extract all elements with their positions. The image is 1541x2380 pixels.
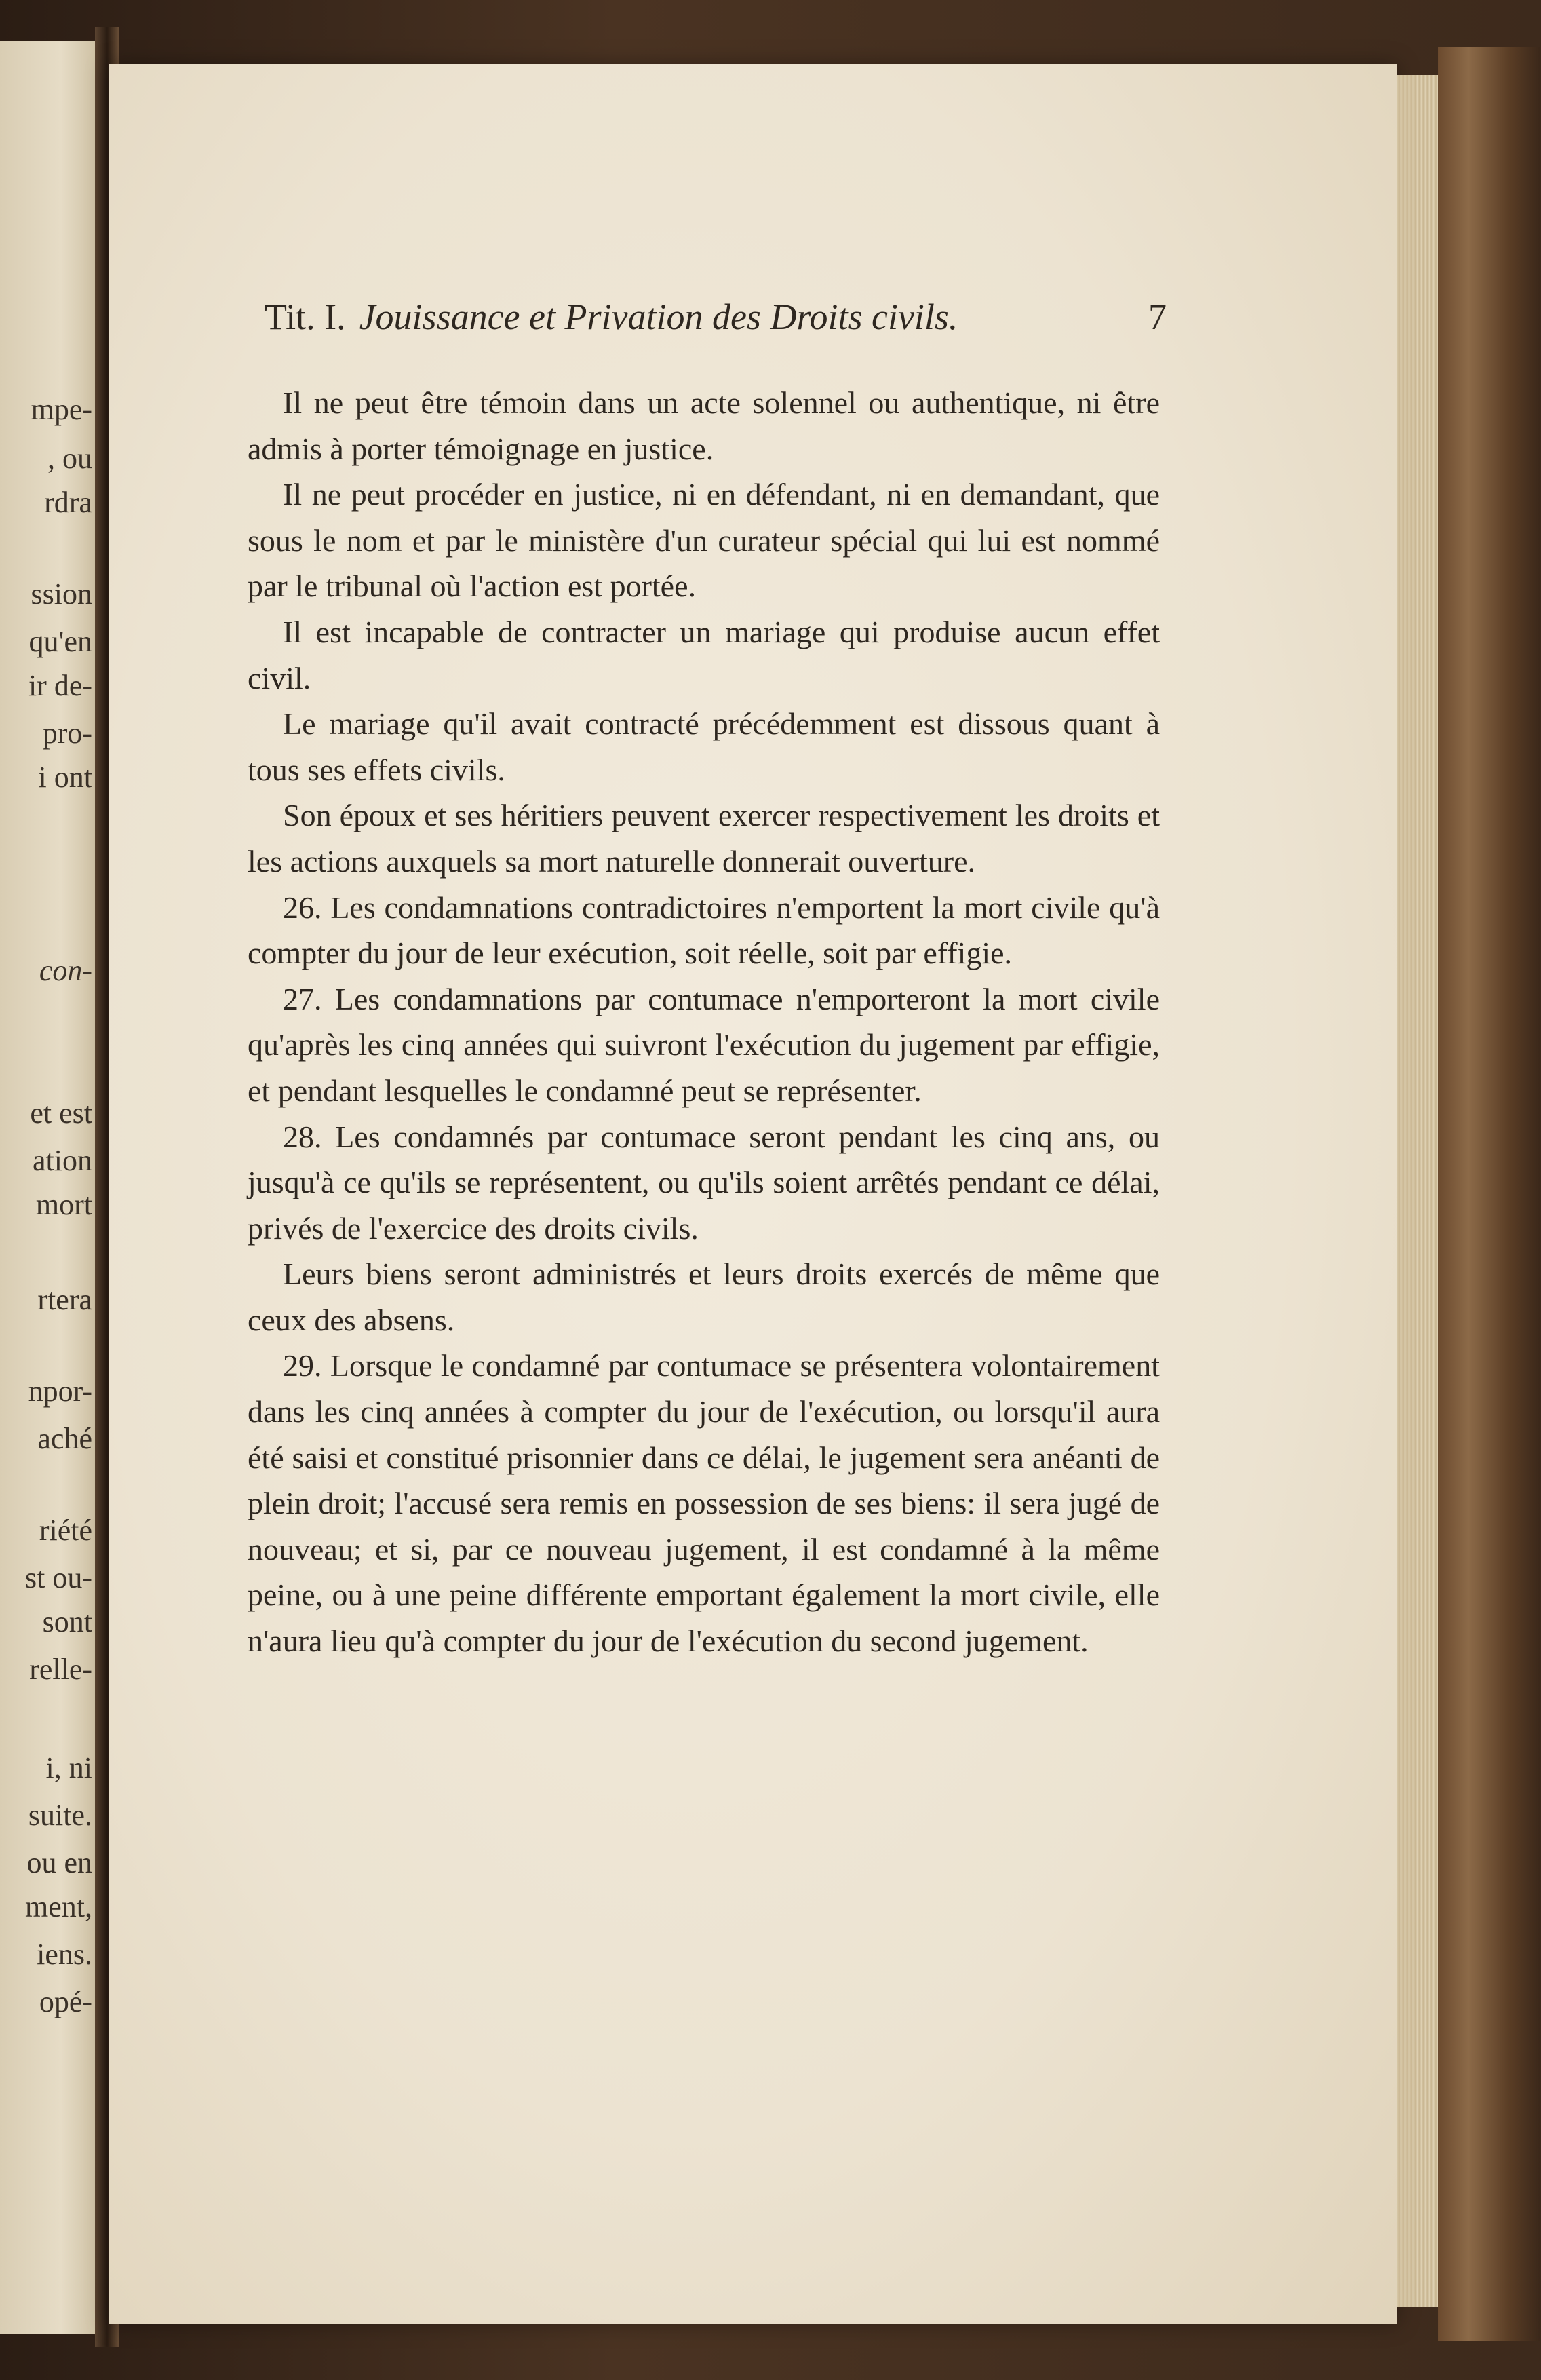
left-fragment: ir de-	[28, 669, 92, 702]
left-fragment: sont	[42, 1605, 92, 1638]
left-fragment: ou en	[26, 1846, 92, 1879]
running-head-title: Jouissance et Privation des Droits civils.	[359, 296, 958, 337]
left-fragment: riété	[39, 1514, 92, 1547]
previous-page-edge	[0, 41, 102, 2334]
left-fragment: con-	[39, 954, 92, 987]
paragraph: Son époux et ses héritiers peuvent exercer respectivement les droits et les actions auxquels sa mort naturelle donnerait ouverture.	[248, 798, 1160, 879]
paragraph: Il est incapable de contracter un mariage qui produise aucun effet civil.	[248, 614, 1160, 695]
left-fragment: qu'en	[28, 625, 92, 658]
left-fragment: relle-	[29, 1653, 92, 1686]
left-fragment: st ou-	[25, 1561, 92, 1594]
book-cover	[1438, 47, 1540, 2341]
left-fragment: ssion	[31, 577, 92, 611]
left-fragment: suite.	[28, 1799, 92, 1832]
left-fragment: ment,	[25, 1890, 92, 1923]
left-fragment: mpe-	[31, 393, 92, 426]
article-26: 26. Les condamnations contradictoires n'emportent la mort civile qu'à compter du jour de leur exécution, soit réelle, soit par effigie.	[248, 889, 1160, 971]
article-27: 27. Les condamnations par contumace n'emporteront la mort civile qu'après les cinq années qui suivront l'exécution du jugement par effigie, et pendant lesquelles le condamné peut se représenter.	[248, 981, 1160, 1108]
paragraph: Il ne peut procéder en justice, ni en défendant, ni en demandant, que sous le nom et par le ministère d'un curateur spécial qui lui est nommé par le tribunal où l'action est portée.	[248, 477, 1160, 604]
paragraph: Leurs biens seront administrés et leurs droits exercés de même que ceux des absens.	[248, 1256, 1160, 1337]
left-fragment: , ou	[47, 442, 92, 475]
paragraph: Le mariage qu'il avait contracté précédemment est dissous quant à tous ses effets civils.	[248, 706, 1160, 787]
left-fragment: et est	[30, 1096, 92, 1130]
left-fragment: rtera	[37, 1283, 92, 1316]
left-fragment: opé-	[39, 1985, 92, 2018]
left-fragment: i, ni	[45, 1751, 92, 1784]
left-fragment: rdra	[44, 486, 92, 519]
left-fragment: mort	[35, 1188, 92, 1221]
page-number: 7	[1148, 296, 1167, 337]
left-fragment: i ont	[38, 761, 92, 794]
left-fragment: iens.	[37, 1938, 92, 1971]
running-header	[265, 296, 1167, 338]
left-fragment: pro-	[42, 716, 92, 750]
left-fragment: aché	[37, 1422, 92, 1455]
left-fragment: npor-	[28, 1375, 92, 1408]
left-fragment: ation	[33, 1144, 92, 1177]
body-text	[248, 380, 1160, 1664]
running-head-title-number: Tit. I.	[265, 296, 346, 337]
article-28: 28. Les condamnés par contumace seront pendant les cinq ans, ou jusqu'à ce qu'ils se représentent, ou qu'ils soient arrêtés pendant ce délai, privés de l'exercice des droits civils.	[248, 1119, 1160, 1246]
article-29: 29. Lorsque le condamné par contumace se présentera volontairement dans les cinq années à compter du jour de l'exécution, ou lorsqu'il aura été saisi et constitué prisonnier dans ce délai, le jugement sera anéanti de plein droit; l'accusé sera remis en possession de ses biens: il sera jugé de nouveau; et si, par ce nouveau jugement, il est condamné à la même peine, ou à une peine différente emportant également la mort civile, elle n'aura lieu qu'à compter du jour de l'exécution du second jugement.	[248, 1348, 1160, 1659]
paragraph: Il ne peut être témoin dans un acte solennel ou authentique, ni être admis à porter témoignage en justice.	[248, 385, 1160, 466]
